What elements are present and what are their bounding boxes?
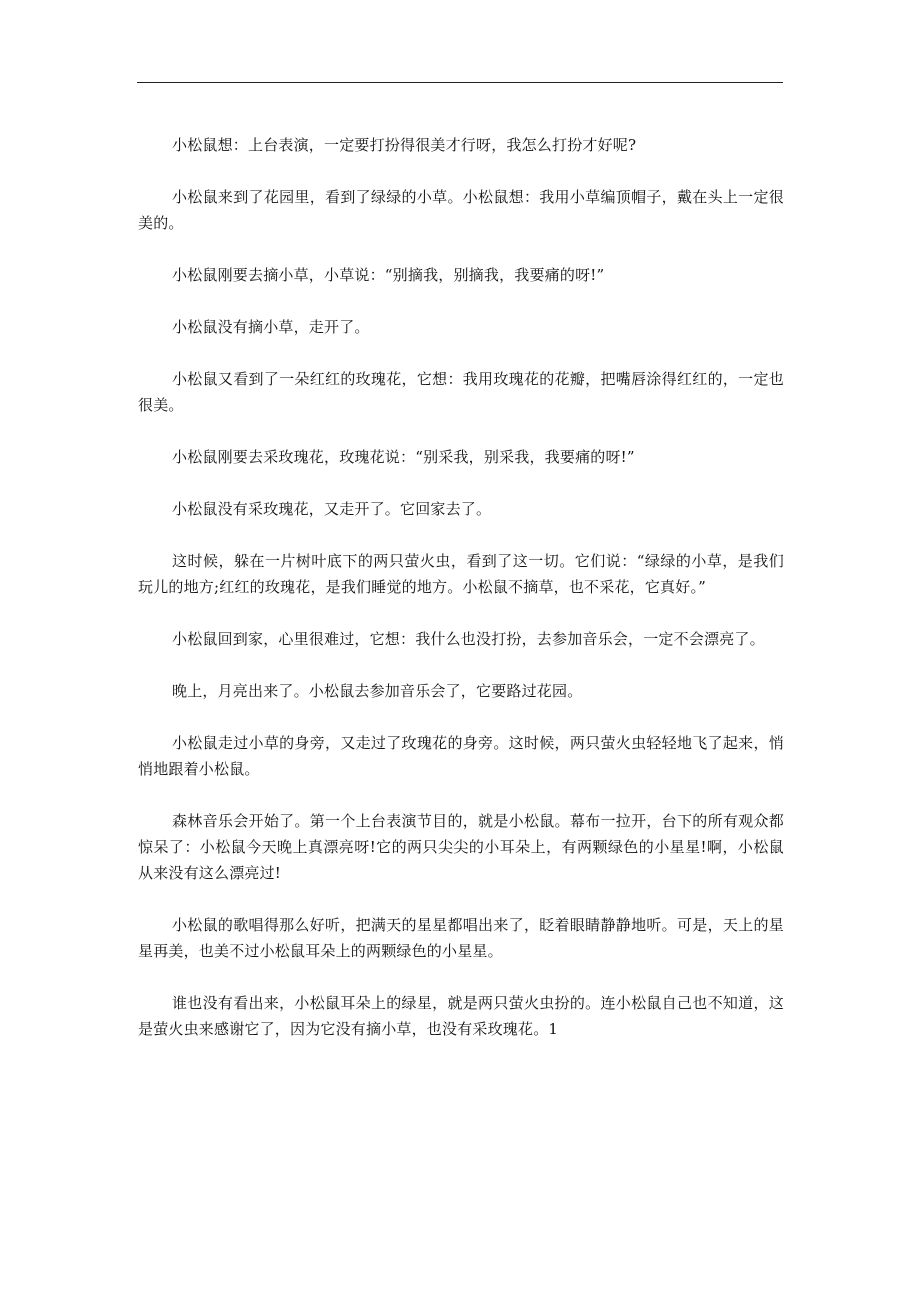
paragraph-3: 小松鼠刚要去摘小草，小草说：“别摘我，别摘我，我要痛的呀!”	[172, 266, 605, 284]
paragraph-12: 森林音乐会开始了。第一个上台表演节目的，就是小松鼠。幕布一拉开，台下的所有观众都惊呆了：小松鼠今天晚上真漂亮呀!它的两只尖尖的小耳朵上，有两颗绿色的小星星!啊，小松鼠从来没有这么漂亮过!	[138, 812, 784, 882]
paragraph-8: 这时候，躲在一片树叶底下的两只萤火虫，看到了这一切。它们说：“绿绿的小草，是我们玩儿的地方;红红的玫瑰花，是我们睡觉的地方。小松鼠不摘草，也不采花，它真好。”	[138, 552, 784, 596]
paragraph-6: 小松鼠刚要去采玫瑰花，玫瑰花说：“别采我，别采我，我要痛的呀!”	[172, 448, 635, 466]
header-rule	[137, 82, 783, 83]
paragraph-14: 谁也没有看出来，小松鼠耳朵上的绿星，就是两只萤火虫扮的。连小松鼠自己也不知道，这是萤火虫来感谢它了，因为它没有摘小草，也没有采玫瑰花。1	[138, 994, 784, 1038]
paragraph-11: 小松鼠走过小草的身旁，又走过了玫瑰花的身旁。这时候，两只萤火虫轻轻地飞了起来，悄悄地跟着小松鼠。	[138, 734, 784, 778]
paragraph-7: 小松鼠没有采玫瑰花，又走开了。它回家去了。	[172, 500, 492, 518]
story-body	[138, 132, 784, 1068]
paragraph-5: 小松鼠又看到了一朵红红的玫瑰花，它想：我用玫瑰花的花瓣，把嘴唇涂得红红的，一定也很美。	[138, 370, 784, 414]
paragraph-4: 小松鼠没有摘小草，走开了。	[172, 318, 370, 336]
paragraph-9: 小松鼠回到家，心里很难过，它想：我什么也没打扮，去参加音乐会，一定不会漂亮了。	[172, 630, 765, 648]
paragraph-13: 小松鼠的歌唱得那么好听，把满天的星星都唱出来了，眨着眼睛静静地听。可是，天上的星星再美，也美不过小松鼠耳朵上的两颗绿色的小星星。	[138, 916, 784, 960]
paragraph-10: 晚上，月亮出来了。小松鼠去参加音乐会了，它要路过花园。	[172, 682, 583, 700]
paragraph-1: 小松鼠想：上台表演，一定要打扮得很美才行呀，我怎么打扮才好呢?	[172, 136, 637, 154]
paragraph-2: 小松鼠来到了花园里，看到了绿绿的小草。小松鼠想：我用小草编顶帽子，戴在头上一定很美的。	[138, 188, 784, 232]
